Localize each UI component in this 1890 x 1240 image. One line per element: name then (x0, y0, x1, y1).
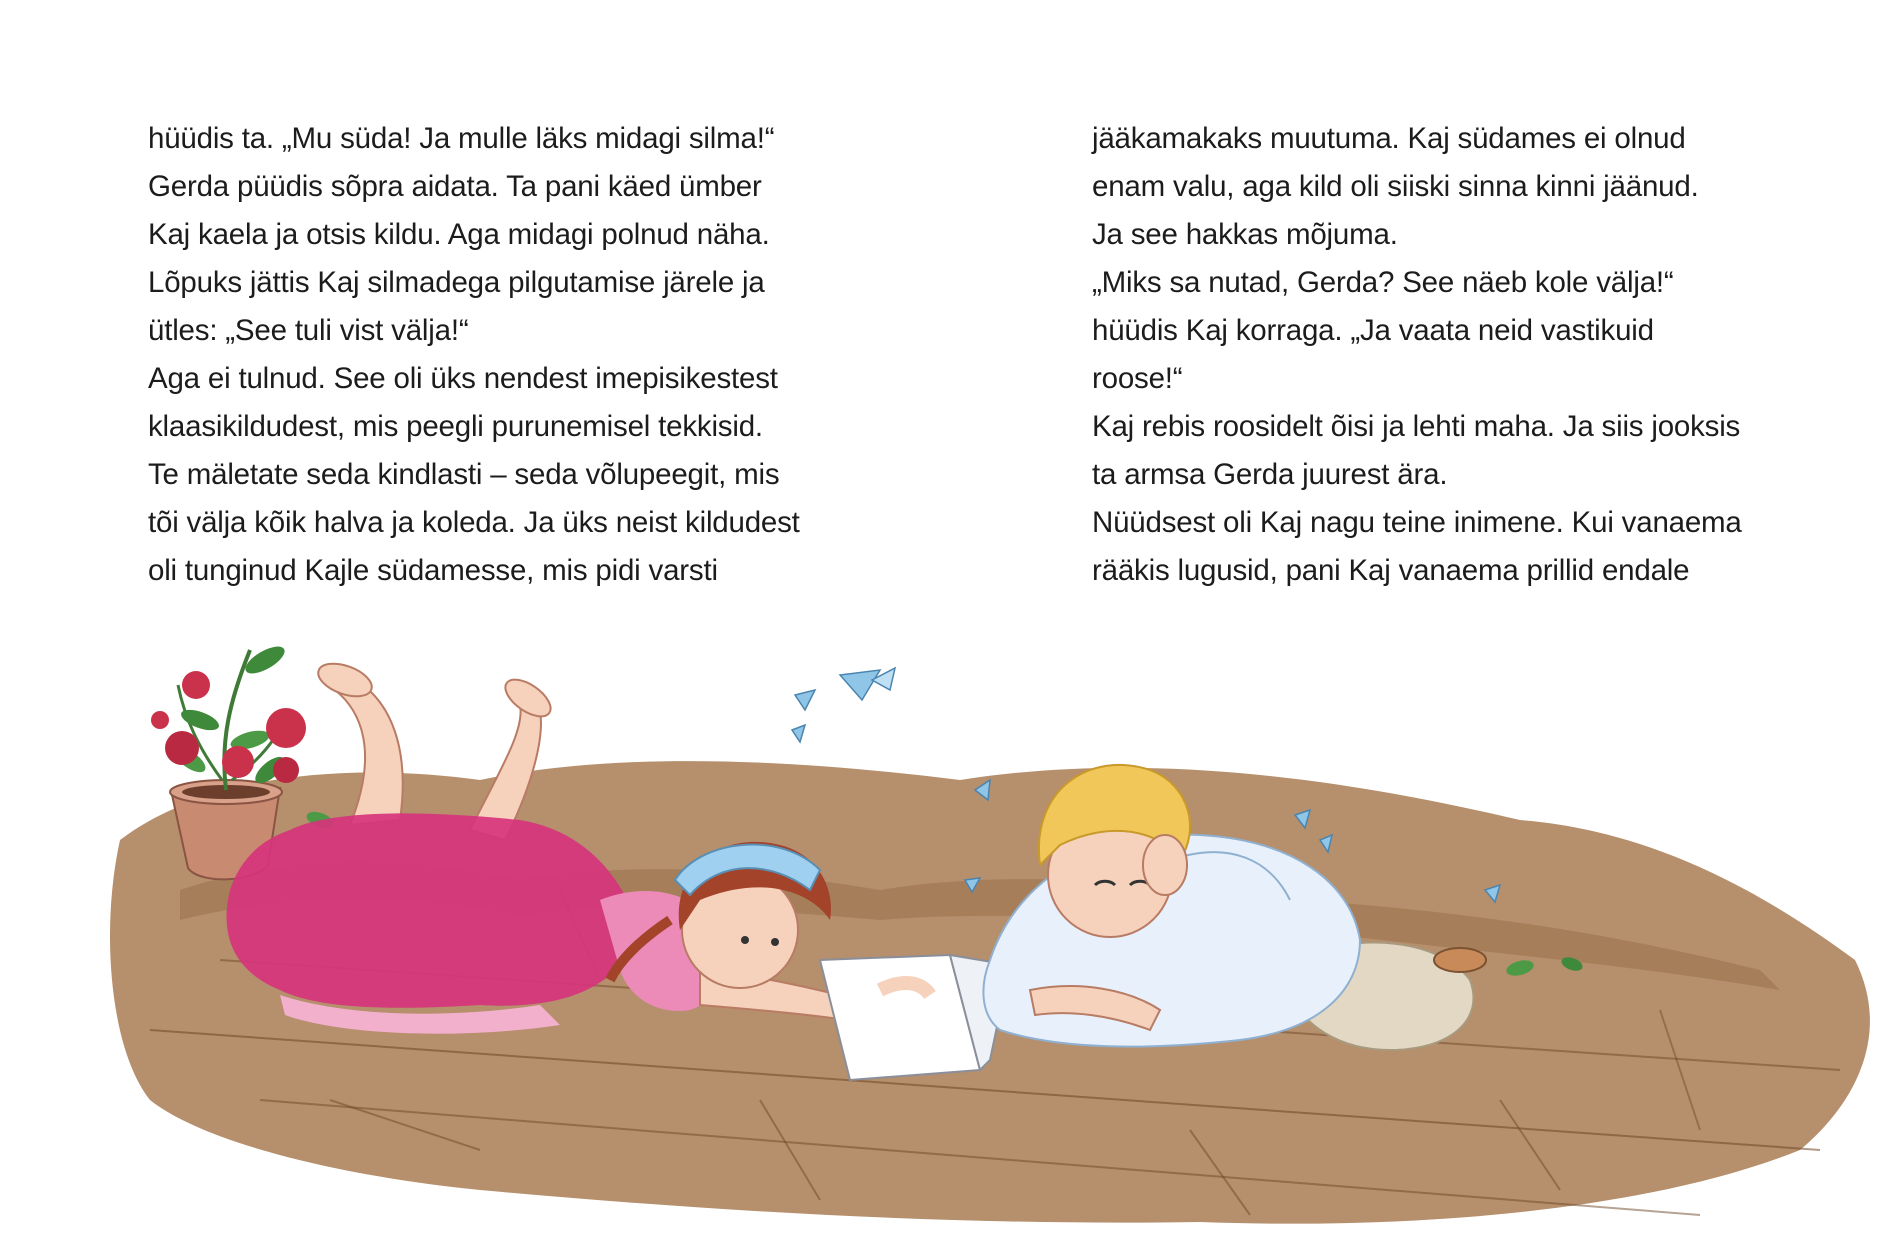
text-line: Aga ei tulnud. See oli üks nendest imepisikestest (148, 362, 778, 395)
text-line: Te mäletate seda kindlasti – seda võlupeegit, mis (148, 458, 780, 491)
text-line: klaasikildudest, mis peegli purunemisel tekkisid. (148, 410, 763, 443)
left-page-text (148, 115, 800, 595)
text-line: jääkamakaks muutuma. Kaj südames ei olnud (1092, 122, 1686, 155)
text-line: hüüdis Kaj korraga. „Ja vaata neid vastikuid (1092, 314, 1654, 347)
text-line: Lõpuks jättis Kaj silmadega pilgutamise järele ja (148, 266, 765, 299)
text-line: roose!“ (1092, 362, 1183, 395)
text-line: ütles: „See tuli vist välja!“ (148, 314, 469, 347)
text-line: rääkis lugusid, pani Kaj vanaema prillid endale (1092, 554, 1690, 587)
text-line: Ja see hakkas mõjuma. (1092, 218, 1398, 251)
text-line: enam valu, aga kild oli siiski sinna kinni jäänud. (1092, 170, 1699, 203)
text-line: ta armsa Gerda juurest ära. (1092, 458, 1448, 491)
gerda-and-kaj-illustration (0, 630, 1890, 1240)
text-line: hüüdis ta. „Mu süda! Ja mulle läks midagi silma!“ (148, 122, 775, 155)
text-line: Kaj rebis roosidelt õisi ja lehti maha. Ja siis jooksis (1092, 410, 1741, 443)
text-line: tõi välja kõik halva ja koleda. Ja üks neist kildudest (148, 506, 800, 539)
text-line: Nüüdsest oli Kaj nagu teine inimene. Kui vanaema (1092, 506, 1742, 539)
open-book (820, 955, 1010, 1080)
text-line: „Miks sa nutad, Gerda? See näeb kole välja!“ (1092, 266, 1674, 299)
text-line: Kaj kaela ja otsis kildu. Aga midagi polnud näha. (148, 218, 770, 251)
text-line: Gerda püüdis sõpra aidata. Ta pani käed ümber (148, 170, 762, 203)
right-page-text (1092, 115, 1742, 595)
text-line: oli tunginud Kajle südamesse, mis pidi varsti (148, 554, 718, 587)
